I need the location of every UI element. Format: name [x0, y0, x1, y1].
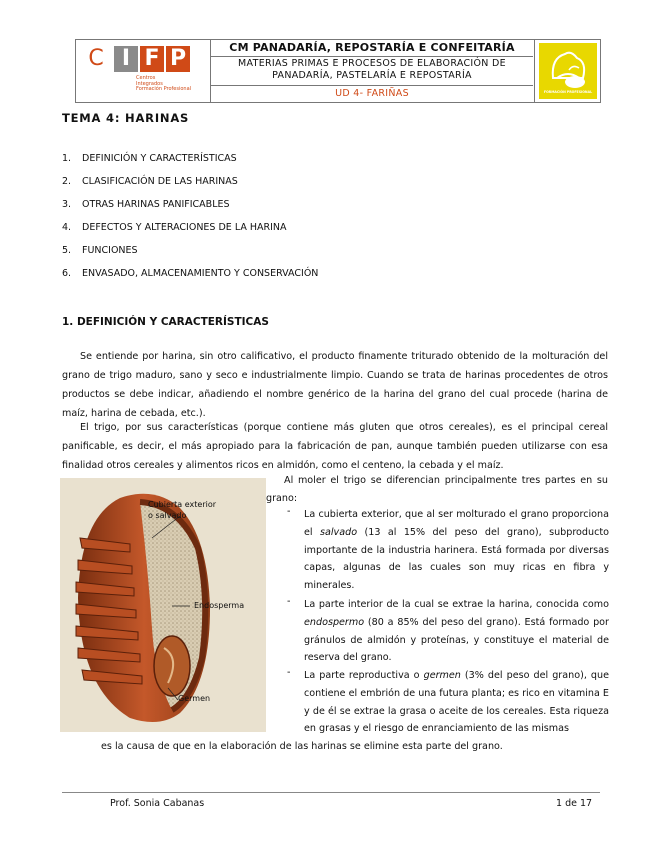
bullet-text-pre: La parte reproductiva o: [304, 670, 424, 681]
bullet-emphasis: germen: [423, 670, 461, 681]
bullet-emphasis: endospermo: [304, 616, 365, 628]
footer-divider: [62, 792, 600, 793]
logo-letter-c: C: [88, 46, 104, 71]
list-item: [287, 596, 609, 664]
tema-title: TEMA 4: HARINAS: [62, 111, 190, 125]
logo-letter-i: I: [114, 46, 138, 72]
footer-author: Prof. Sonia Cabanas: [110, 798, 205, 809]
bullet-text: [304, 596, 609, 667]
label-germen: Germen: [178, 694, 211, 703]
toc-label: DEFINICIÓN Y CARACTERÍSTICAS: [82, 153, 237, 164]
course-title: CM PANADARÍA, REPOSTARÍA E CONFEITARÍA: [211, 40, 533, 57]
paragraph-partes: Al moler el trigo se diferencian principalmente tres partes en su grano:: [266, 475, 608, 504]
bullet-dash: -: [287, 596, 291, 607]
section-heading: 1. DEFINICIÓN Y CARACTERÍSTICAS: [62, 316, 269, 328]
toc-number: 5.: [62, 245, 72, 256]
bullet-text-pre: La parte interior de la cual se extrae la harina, conocida como: [304, 599, 609, 610]
logo-subtitle: [136, 76, 191, 93]
label-cubierta-line-2: o salvado: [148, 511, 187, 520]
list-item: [287, 667, 609, 735]
logo-sub-line-3: Formación Profesional: [136, 86, 192, 92]
bullet-text: [304, 667, 609, 738]
list-item: [287, 506, 610, 592]
badge-text: FORMACIÓN PROFESIONAL: [543, 90, 593, 94]
bullet-text-pre: La cubierta exterior, que al ser molturado el grano proporciona el: [304, 509, 609, 538]
cifp-logo: [76, 40, 211, 102]
wheat-grain-figure: [60, 478, 266, 732]
toc-label: DEFECTOS Y ALTERACIONES DE LA HARINA: [82, 222, 287, 233]
logo-sub-line-1: Centros: [136, 75, 156, 81]
toc-number: 6.: [62, 268, 72, 279]
module-title-line-1: MATERIAS PRIMAS E PROCESOS DE ELABORACIÓN DE: [238, 58, 506, 69]
logo-letter-f: F: [140, 46, 164, 72]
toc-label: CLASIFICACIÓN DE LAS HARINAS: [82, 176, 238, 187]
paragraph-definition: Se entiende por harina, sin otro calificativo, el producto finamente triturado obtenido de la molturación del grano de trigo maduro, sano y seco e industrialmente limpio. Cuando se trata de harinas procedentes de otros productos se debe indicar, añadiendo el nombre genérico de la harina del grano del cual procede (harina de maíz, harina de cebada, etc.).: [62, 351, 608, 419]
toc-label: FUNCIONES: [82, 245, 138, 256]
bullet-text-post: (13 al 15% del peso del grano), subproducto importante de la industria harinera. Está formada por diversas capas, algunas de las cuales son muy ricas en fibra y minerales.: [304, 526, 610, 592]
logo-letter-p: P: [166, 46, 190, 72]
paragraph-trigo: El trigo, por sus características (porque contiene más gluten que otros cereales), es el principal cereal panificable, es decir, el más apropiado para la fabricación de pan, aunque también pueden utilizarse con esa finalidad otros cereales y alimentos ricos en almidón, como el centeno, la cebada y el maíz.: [62, 422, 608, 471]
header-titles: [211, 40, 533, 102]
bullet-text-post: (80 a 85% del peso del grano). Está formado por gránulos de almidón y proteínas, y constituye el material de reserva del grano.: [304, 616, 609, 664]
bullet-dash: -: [287, 506, 291, 517]
badge-logo: [534, 40, 601, 102]
toc-number: 1.: [62, 153, 72, 164]
label-endosperma: Endosperma: [194, 601, 245, 610]
label-cubierta-line-1: Cubierta exterior: [148, 500, 217, 509]
toc-label: ENVASADO, ALMACENAMIENTO Y CONSERVACIÓN: [82, 268, 319, 279]
logo-sub-line-2: Integrados: [136, 80, 163, 87]
toc-number: 2.: [62, 176, 72, 187]
unit-title: UD 4- FARIÑAS: [335, 88, 409, 99]
bullet-dash: -: [287, 667, 291, 678]
paragraph-germen-end: es la causa de que en la elaboración de las harinas se elimine esta parte del grano.: [101, 741, 503, 752]
bullet-text-post: (3% del peso del grano), que contiene el embrión de una futura planta; es rico en vitamina E y de él se extrae la grasa o aceite de los cereales. Esta riqueza en grasas y el riesgo de enranciamiento de las mismas: [304, 670, 609, 735]
toc-number: 4.: [62, 222, 72, 233]
label-cubierta: [148, 499, 216, 521]
footer-page-number: 1 de 17: [556, 798, 593, 809]
module-title-line-2: PANADARÍA, PASTELARÍA E REPOSTARÍA: [272, 70, 472, 81]
bullet-text: [304, 506, 609, 595]
document-header: [75, 39, 601, 103]
bullet-emphasis: salvado: [320, 526, 358, 538]
module-title: [211, 57, 533, 86]
toc-label: OTRAS HARINAS PANIFICABLES: [82, 199, 230, 210]
toc-number: 3.: [62, 199, 72, 210]
